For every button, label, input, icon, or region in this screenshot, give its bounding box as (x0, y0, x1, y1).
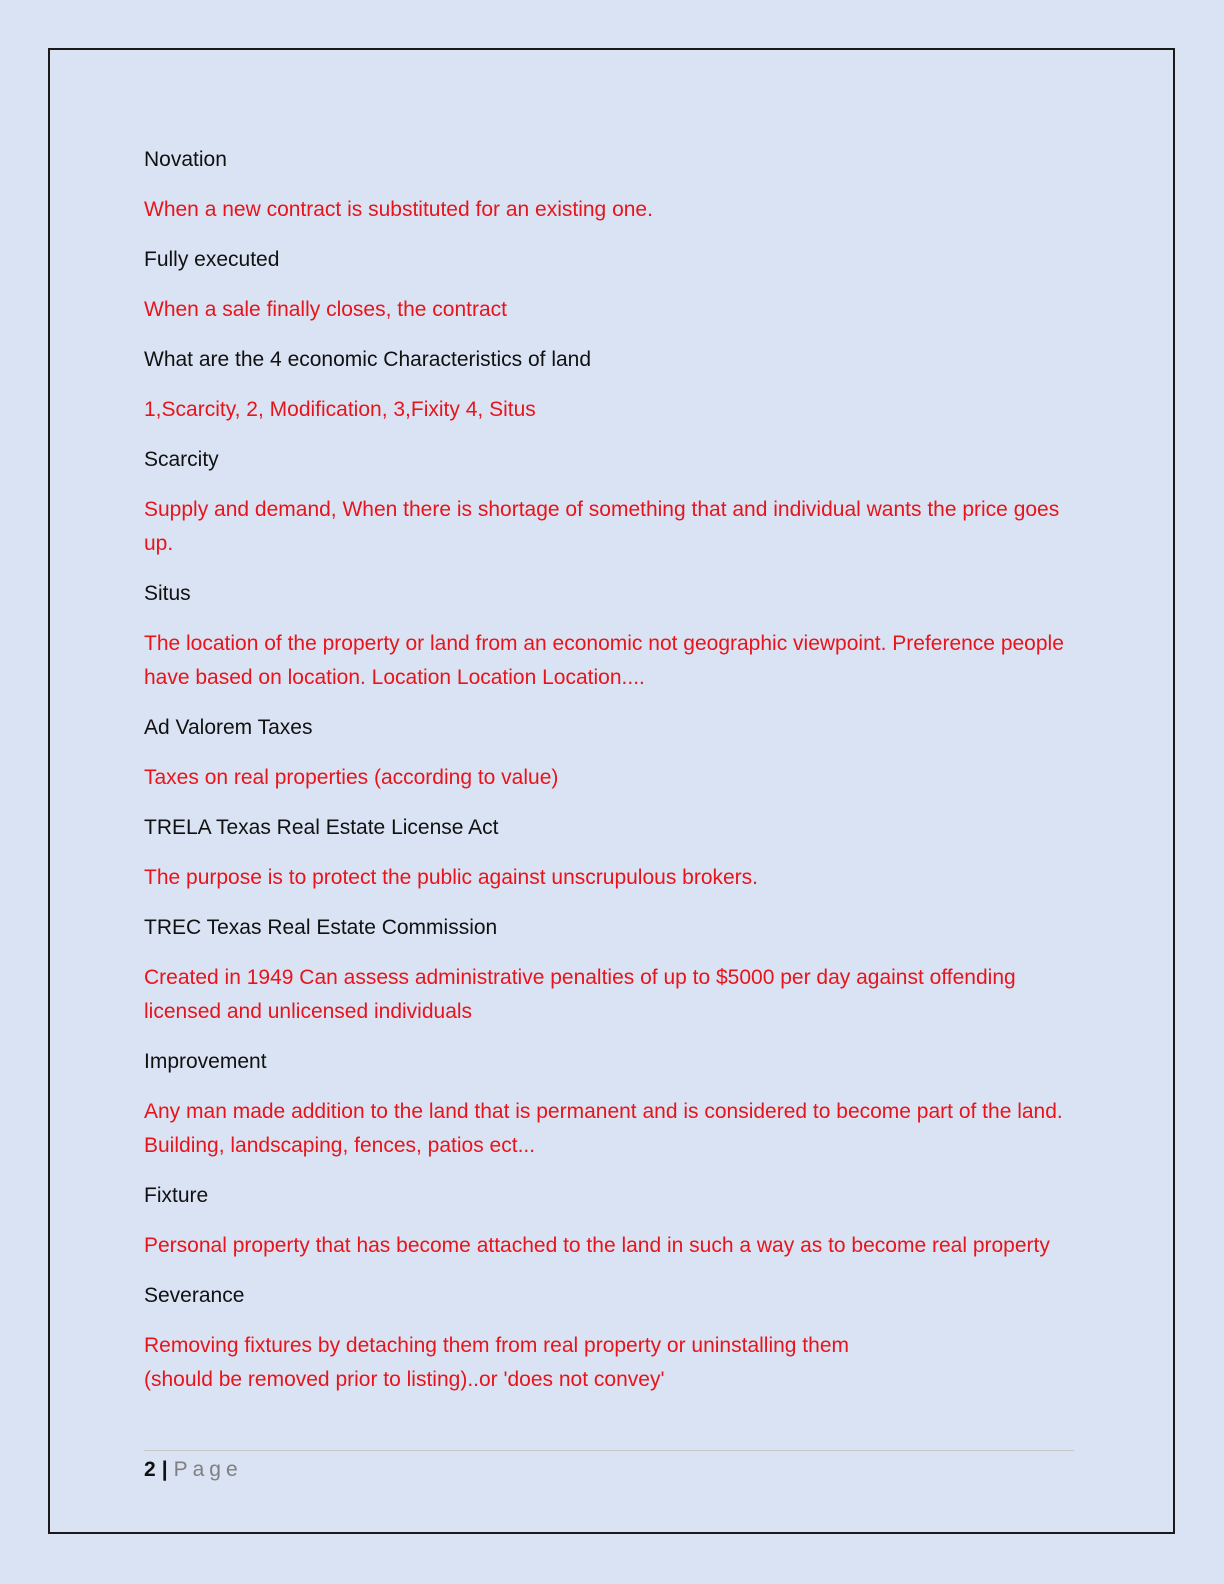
definition-trec: Created in 1949 Can assess administrative penalties of up to $5000 per day against offending licensed and unlicensed individuals (144, 966, 1016, 1023)
term-trec: TREC Texas Real Estate Commission (144, 916, 498, 939)
term-situs: Situs (144, 582, 191, 605)
definition-fixture: Personal property that has become attached to the land in such a way as to become real property (144, 1234, 1050, 1257)
term-economic-characteristics: What are the 4 economic Characteristics of land (144, 348, 592, 371)
term-scarcity: Scarcity (144, 448, 219, 471)
definition-ad-valorem-taxes: Taxes on real properties (according to value) (144, 766, 559, 789)
definition-severance (144, 1329, 1074, 1397)
term-novation: Novation (144, 148, 227, 171)
term-ad-valorem-taxes: Ad Valorem Taxes (144, 716, 313, 739)
page-separator: | (161, 1458, 168, 1481)
definition-improvement: Any man made addition to the land that is permanent and is considered to become part of the land. Building, landscaping, fences, patios ect... (144, 1100, 1063, 1157)
page-number: 2 (144, 1458, 156, 1481)
document-body (144, 143, 1074, 1413)
definition-severance-line2: (should be removed prior to listing)..or 'does not convey' (144, 1368, 665, 1391)
definition-fully-executed: When a sale finally closes, the contract (144, 298, 508, 321)
definition-economic-characteristics: 1,Scarcity, 2, Modification, 3,Fixity 4, Situs (144, 398, 536, 421)
page-footer (144, 1450, 1074, 1485)
term-severance: Severance (144, 1284, 245, 1307)
definition-novation: When a new contract is substituted for an existing one. (144, 198, 653, 221)
definition-severance-line1: Removing fixtures by detaching them from real property or uninstalling them (144, 1334, 849, 1357)
definition-scarcity: Supply and demand, When there is shortage of something that and individual wants the price goes up. (144, 498, 1060, 555)
definition-situs: The location of the property or land from an economic not geographic viewpoint. Preference people have based on location. Location Location Location.... (144, 632, 1064, 689)
page-label: Page (173, 1458, 243, 1481)
term-trela: TRELA Texas Real Estate License Act (144, 816, 499, 839)
term-fixture: Fixture (144, 1184, 209, 1207)
definition-trela: The purpose is to protect the public against unscrupulous brokers. (144, 866, 759, 889)
term-improvement: Improvement (144, 1050, 267, 1073)
term-fully-executed: Fully executed (144, 248, 280, 271)
